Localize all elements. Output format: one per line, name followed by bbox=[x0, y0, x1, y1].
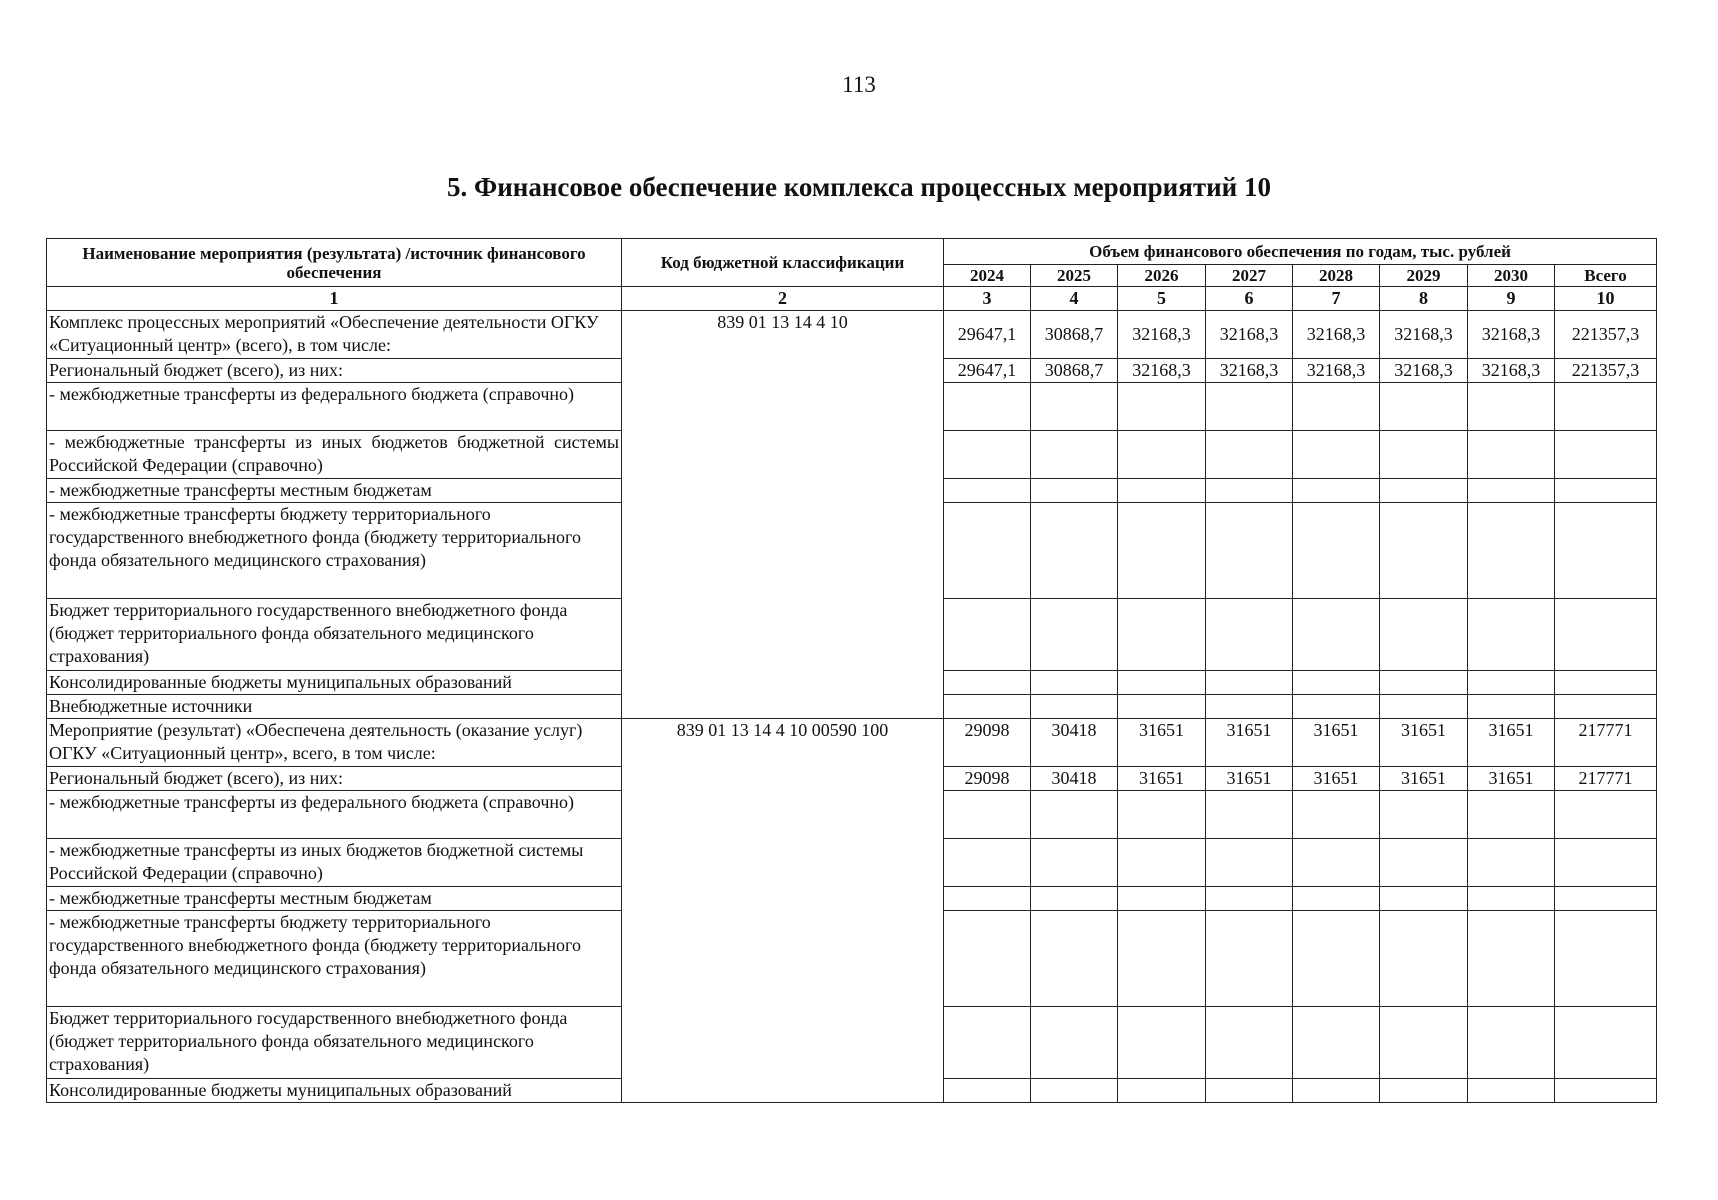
value-cell bbox=[1118, 1007, 1206, 1079]
value-cell: 217771 bbox=[1555, 767, 1657, 791]
value-cell: 32168,3 bbox=[1380, 359, 1468, 383]
value-cell: 29647,1 bbox=[944, 311, 1031, 359]
value-cell bbox=[1293, 671, 1380, 695]
value-cell bbox=[1555, 479, 1657, 503]
value-cell: 221357,3 bbox=[1555, 311, 1657, 359]
value-cell: 32168,3 bbox=[1468, 359, 1555, 383]
value-cell bbox=[944, 1079, 1031, 1103]
page-number: 113 bbox=[842, 72, 876, 97]
column-number: 3 bbox=[944, 287, 1031, 311]
value-cell bbox=[1118, 839, 1206, 887]
value-cell bbox=[1031, 1079, 1118, 1103]
value-cell bbox=[944, 1007, 1031, 1079]
value-cell bbox=[944, 695, 1031, 719]
value-cell bbox=[1031, 383, 1118, 431]
table-row bbox=[47, 311, 1657, 359]
value-cell bbox=[1293, 599, 1380, 671]
header-total: Всего bbox=[1555, 265, 1657, 287]
value-cell bbox=[1468, 1007, 1555, 1079]
value-cell bbox=[944, 503, 1031, 599]
column-number: 7 bbox=[1293, 287, 1380, 311]
value-cell bbox=[1118, 671, 1206, 695]
value-cell bbox=[1468, 791, 1555, 839]
value-cell bbox=[1206, 911, 1293, 1007]
value-cell bbox=[1555, 911, 1657, 1007]
row-name: Консолидированные бюджеты муниципальных образований bbox=[47, 1079, 622, 1103]
value-cell bbox=[1468, 887, 1555, 911]
value-cell bbox=[1468, 599, 1555, 671]
row-name: - межбюджетные трансферты местным бюджетам bbox=[47, 479, 622, 503]
value-cell: 31651 bbox=[1468, 767, 1555, 791]
value-cell bbox=[944, 911, 1031, 1007]
value-cell: 30868,7 bbox=[1031, 359, 1118, 383]
value-cell bbox=[1468, 695, 1555, 719]
value-cell bbox=[1206, 503, 1293, 599]
value-cell bbox=[1206, 599, 1293, 671]
value-cell bbox=[1293, 383, 1380, 431]
header-code: Код бюджетной классификации bbox=[622, 239, 944, 287]
row-name: Бюджет территориального государственного внебюджетного фонда (бюджет территориального фонда обязательного медицинского страхования) bbox=[47, 1007, 622, 1079]
value-cell bbox=[1118, 599, 1206, 671]
header-year: 2026 bbox=[1118, 265, 1206, 287]
value-cell bbox=[944, 791, 1031, 839]
row-name: - межбюджетные трансферты из федерального бюджета (справочно) bbox=[47, 383, 622, 431]
value-cell bbox=[1555, 887, 1657, 911]
value-cell bbox=[1293, 887, 1380, 911]
value-cell bbox=[1380, 911, 1468, 1007]
value-cell bbox=[944, 383, 1031, 431]
value-cell bbox=[1293, 479, 1380, 503]
value-cell bbox=[1380, 695, 1468, 719]
value-cell: 31651 bbox=[1206, 719, 1293, 767]
value-cell bbox=[1468, 479, 1555, 503]
value-cell bbox=[1031, 887, 1118, 911]
value-cell bbox=[1555, 383, 1657, 431]
value-cell bbox=[1555, 791, 1657, 839]
value-cell: 31651 bbox=[1468, 719, 1555, 767]
value-cell bbox=[944, 671, 1031, 695]
row-name: - межбюджетные трансферты из иных бюджетов бюджетной системы Российской Федерации (справочно) bbox=[47, 431, 622, 479]
value-cell bbox=[1118, 791, 1206, 839]
value-cell bbox=[1206, 383, 1293, 431]
value-cell bbox=[1380, 599, 1468, 671]
value-cell: 32168,3 bbox=[1118, 311, 1206, 359]
value-cell: 32168,3 bbox=[1206, 359, 1293, 383]
row-name: Комплекс процессных мероприятий «Обеспечение деятельности ОГКУ «Ситуационный центр» (всего), в том числе: bbox=[47, 311, 622, 359]
value-cell: 29098 bbox=[944, 767, 1031, 791]
value-cell bbox=[944, 479, 1031, 503]
header-name: Наименование мероприятия (результата) /источник финансового обеспечения bbox=[47, 239, 622, 287]
value-cell bbox=[1031, 911, 1118, 1007]
value-cell bbox=[1293, 911, 1380, 1007]
value-cell bbox=[1468, 671, 1555, 695]
value-cell bbox=[1031, 1007, 1118, 1079]
row-name: - межбюджетные трансферты местным бюджетам bbox=[47, 887, 622, 911]
column-number: 10 bbox=[1555, 287, 1657, 311]
header-volume: Объем финансового обеспечения по годам, тыс. рублей bbox=[944, 239, 1657, 265]
value-cell bbox=[1206, 887, 1293, 911]
value-cell: 31651 bbox=[1293, 719, 1380, 767]
value-cell: 29098 bbox=[944, 719, 1031, 767]
value-cell: 221357,3 bbox=[1555, 359, 1657, 383]
column-number: 6 bbox=[1206, 287, 1293, 311]
value-cell bbox=[1118, 479, 1206, 503]
column-number: 4 bbox=[1031, 287, 1118, 311]
header-year: 2027 bbox=[1206, 265, 1293, 287]
value-cell bbox=[1380, 479, 1468, 503]
budget-code: 839 01 13 14 4 10 00590 100 bbox=[622, 719, 944, 1103]
value-cell bbox=[1380, 671, 1468, 695]
value-cell bbox=[1555, 1007, 1657, 1079]
row-name: - межбюджетные трансферты бюджету территориального государственного внебюджетного фонда (бюджету территориального фонда обязательного медицинского страхования) bbox=[47, 911, 622, 1007]
value-cell bbox=[1380, 839, 1468, 887]
header-year: 2028 bbox=[1293, 265, 1380, 287]
value-cell bbox=[1118, 1079, 1206, 1103]
value-cell bbox=[1118, 695, 1206, 719]
value-cell bbox=[1118, 431, 1206, 479]
value-cell: 30418 bbox=[1031, 719, 1118, 767]
value-cell bbox=[1031, 839, 1118, 887]
value-cell bbox=[1118, 503, 1206, 599]
value-cell bbox=[1118, 911, 1206, 1007]
value-cell bbox=[1380, 887, 1468, 911]
row-name: Региональный бюджет (всего), из них: bbox=[47, 359, 622, 383]
value-cell bbox=[1293, 1007, 1380, 1079]
value-cell bbox=[1118, 887, 1206, 911]
row-name: Бюджет территориального государственного внебюджетного фонда (бюджет территориального фонда обязательного медицинского страхования) bbox=[47, 599, 622, 671]
value-cell bbox=[1555, 839, 1657, 887]
value-cell bbox=[1206, 1007, 1293, 1079]
value-cell bbox=[1206, 1079, 1293, 1103]
value-cell bbox=[1468, 1079, 1555, 1103]
value-cell bbox=[1031, 479, 1118, 503]
value-cell bbox=[1468, 431, 1555, 479]
value-cell bbox=[1380, 1079, 1468, 1103]
value-cell bbox=[1118, 383, 1206, 431]
value-cell: 31651 bbox=[1118, 767, 1206, 791]
value-cell bbox=[1555, 671, 1657, 695]
value-cell bbox=[1031, 503, 1118, 599]
value-cell bbox=[1206, 695, 1293, 719]
budget-code: 839 01 13 14 4 10 bbox=[622, 311, 944, 719]
value-cell bbox=[1031, 791, 1118, 839]
value-cell bbox=[1468, 911, 1555, 1007]
header-year: 2029 bbox=[1380, 265, 1468, 287]
header-year: 2030 bbox=[1468, 265, 1555, 287]
value-cell bbox=[1380, 791, 1468, 839]
value-cell bbox=[1031, 695, 1118, 719]
value-cell: 32168,3 bbox=[1206, 311, 1293, 359]
row-name: Региональный бюджет (всего), из них: bbox=[47, 767, 622, 791]
value-cell: 32168,3 bbox=[1468, 311, 1555, 359]
value-cell: 30868,7 bbox=[1031, 311, 1118, 359]
value-cell bbox=[1380, 383, 1468, 431]
header-year: 2024 bbox=[944, 265, 1031, 287]
value-cell bbox=[944, 887, 1031, 911]
value-cell: 32168,3 bbox=[1380, 311, 1468, 359]
column-number: 9 bbox=[1468, 287, 1555, 311]
column-number-row bbox=[47, 287, 1657, 311]
value-cell bbox=[1555, 431, 1657, 479]
page-title: 5. Финансовое обеспечение комплекса процессных мероприятий 10 bbox=[447, 172, 1271, 202]
value-cell bbox=[1206, 839, 1293, 887]
column-number: 1 bbox=[47, 287, 622, 311]
value-cell bbox=[1031, 599, 1118, 671]
value-cell bbox=[1555, 1079, 1657, 1103]
value-cell bbox=[1293, 431, 1380, 479]
value-cell: 30418 bbox=[1031, 767, 1118, 791]
value-cell bbox=[1380, 503, 1468, 599]
value-cell: 32168,3 bbox=[1293, 311, 1380, 359]
value-cell bbox=[1380, 1007, 1468, 1079]
value-cell bbox=[1293, 1079, 1380, 1103]
value-cell: 31651 bbox=[1206, 767, 1293, 791]
value-cell bbox=[1031, 671, 1118, 695]
table-row bbox=[47, 719, 1657, 767]
value-cell bbox=[1380, 431, 1468, 479]
value-cell bbox=[1293, 839, 1380, 887]
row-name: - межбюджетные трансферты из федерального бюджета (справочно) bbox=[47, 791, 622, 839]
value-cell bbox=[1293, 503, 1380, 599]
value-cell bbox=[944, 839, 1031, 887]
value-cell bbox=[944, 431, 1031, 479]
column-number: 8 bbox=[1380, 287, 1468, 311]
value-cell bbox=[1206, 479, 1293, 503]
header-year: 2025 bbox=[1031, 265, 1118, 287]
row-name: Внебюджетные источники bbox=[47, 695, 622, 719]
value-cell: 29647,1 bbox=[944, 359, 1031, 383]
value-cell: 32168,3 bbox=[1293, 359, 1380, 383]
value-cell bbox=[1293, 791, 1380, 839]
value-cell: 31651 bbox=[1380, 767, 1468, 791]
value-cell bbox=[1206, 791, 1293, 839]
row-name: - межбюджетные трансферты из иных бюджетов бюджетной системы Российской Федерации (справочно) bbox=[47, 839, 622, 887]
value-cell bbox=[1206, 671, 1293, 695]
column-number: 5 bbox=[1118, 287, 1206, 311]
row-name: Консолидированные бюджеты муниципальных образований bbox=[47, 671, 622, 695]
row-name: - межбюджетные трансферты бюджету территориального государственного внебюджетного фонда (бюджету территориального фонда обязательного медицинского страхования) bbox=[47, 503, 622, 599]
value-cell bbox=[1468, 383, 1555, 431]
value-cell bbox=[1206, 431, 1293, 479]
financing-table bbox=[46, 238, 1657, 1103]
value-cell bbox=[1555, 503, 1657, 599]
value-cell bbox=[1468, 839, 1555, 887]
value-cell: 32168,3 bbox=[1118, 359, 1206, 383]
column-number: 2 bbox=[622, 287, 944, 311]
value-cell bbox=[1555, 599, 1657, 671]
value-cell: 31651 bbox=[1293, 767, 1380, 791]
value-cell: 31651 bbox=[1118, 719, 1206, 767]
value-cell bbox=[1293, 695, 1380, 719]
value-cell bbox=[1555, 695, 1657, 719]
value-cell bbox=[1031, 431, 1118, 479]
value-cell bbox=[944, 599, 1031, 671]
value-cell bbox=[1468, 503, 1555, 599]
row-name: Мероприятие (результат) «Обеспечена деятельность (оказание услуг) ОГКУ «Ситуационный центр», всего, в том числе: bbox=[47, 719, 622, 767]
value-cell: 217771 bbox=[1555, 719, 1657, 767]
value-cell: 31651 bbox=[1380, 719, 1468, 767]
